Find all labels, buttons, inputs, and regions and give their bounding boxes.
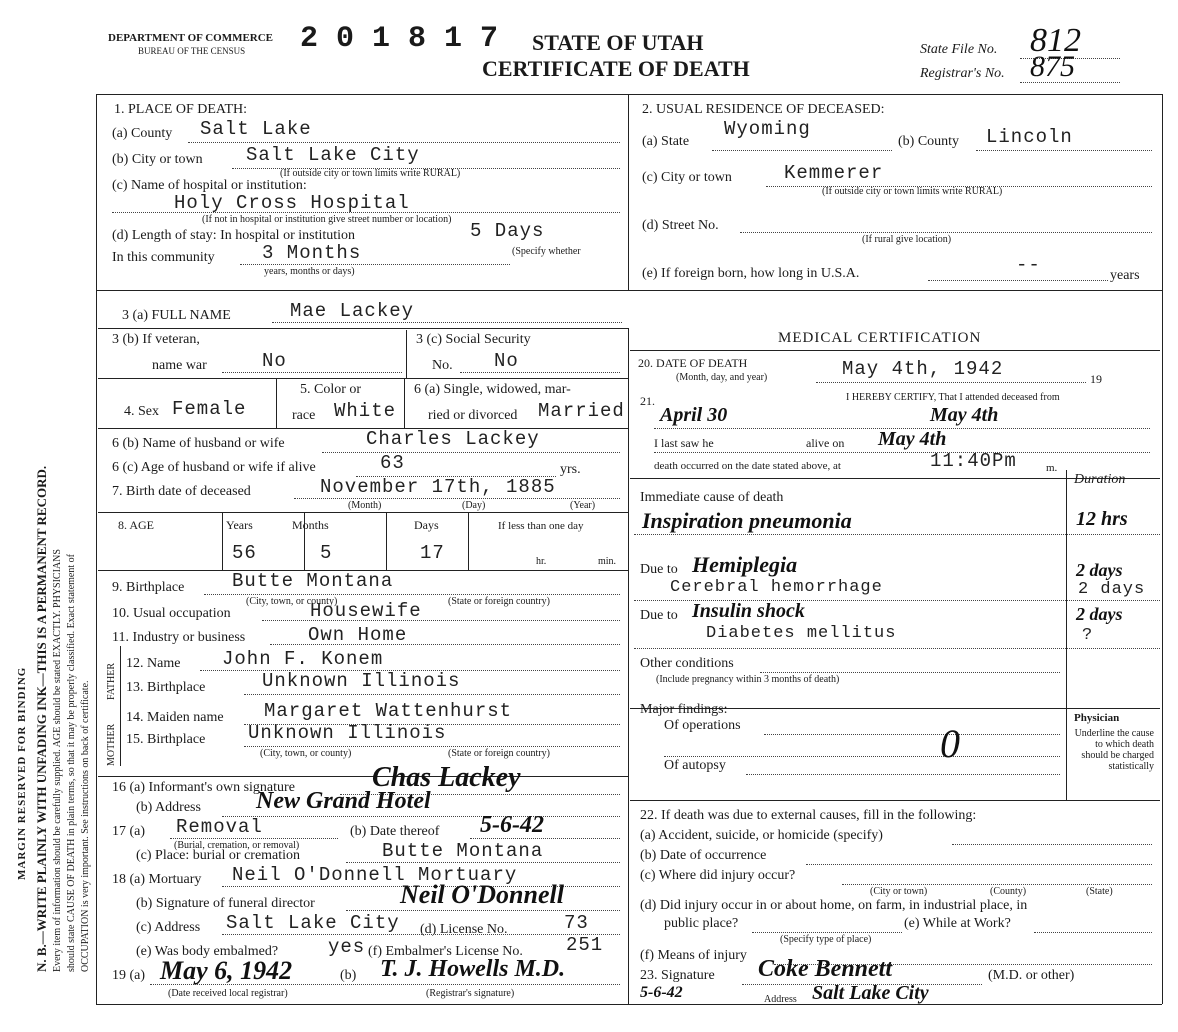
county-value: Salt Lake	[200, 118, 312, 140]
registrar-number-label: Registrar's No.	[920, 66, 1005, 81]
stay-value: 5 Days	[470, 220, 545, 242]
mother-city-note: (City, town, or county)	[260, 748, 352, 759]
ss-value: No	[494, 350, 519, 372]
external-c-county: (County)	[990, 886, 1027, 897]
age-years-value: 56	[232, 542, 257, 564]
res-city-value: Kemmerer	[784, 162, 884, 184]
registrar-number-value: 875	[1030, 50, 1075, 83]
res-city-label: (c) City or town	[642, 170, 732, 185]
immediate-cause-duration: 12 hrs	[1076, 508, 1128, 530]
res-state-value: Wyoming	[724, 118, 811, 140]
certificate-stamp-number: 2 0 1 8 1 7	[300, 22, 499, 56]
day-note: (Day)	[462, 500, 486, 511]
certifier-signature-label: 23. Signature	[640, 968, 715, 983]
certifier-date: 5-6-42	[640, 984, 683, 1001]
age-days-value: 17	[420, 542, 445, 564]
due-to-1-label: Due to	[640, 562, 678, 577]
residence-title: 2. USUAL RESIDENCE OF DECEASED:	[642, 102, 885, 117]
removal-value: Removal	[176, 816, 263, 838]
external-f: (f) Means of injury	[640, 948, 747, 963]
city-label: (b) City or town	[112, 152, 203, 167]
less-than-day-header: If less than one day	[498, 520, 584, 532]
state-file-label: State File No.	[920, 42, 998, 57]
external-specify-place: (Specify type of place)	[780, 934, 872, 945]
registrar-signature: T. J. Howells M.D.	[380, 956, 566, 982]
stay-label: (d) Length of stay: In hospital or institution	[112, 228, 356, 243]
embalmed-value: yes	[328, 936, 366, 958]
race-label: race	[292, 408, 316, 423]
major-findings-label: Major findings:	[640, 702, 728, 717]
mortuary-address-value: Salt Lake City	[226, 912, 400, 934]
due-to-1b-value: Cerebral hemorrhage	[670, 578, 883, 597]
mother-name-label: 14. Maiden name	[126, 710, 224, 725]
spouse-label: 6 (b) Name of husband or wife	[112, 436, 285, 451]
certifier-address-value: Salt Lake City	[812, 982, 929, 1004]
received-label: 19 (a)	[112, 968, 146, 983]
year-note: (Year)	[570, 500, 596, 511]
years-months-note: years, months or days)	[264, 266, 355, 277]
spouse-age-label: 6 (c) Age of husband or wife if alive	[112, 460, 316, 475]
last-saw-label: I last saw he	[654, 436, 714, 450]
foreign-born-value: --	[1016, 254, 1041, 276]
margin-instruction-2: should state CAUSE OF DEATH in plain terms, so that it may be properly classified. Exact statement of	[66, 554, 77, 972]
father-name-value: John F. Konem	[222, 648, 384, 670]
community-label: In this community	[112, 250, 215, 265]
hospital-note: (If not in hospital or institution give street number or location)	[202, 214, 452, 225]
age-months-header: Months	[292, 518, 329, 532]
findings-mark: 0	[940, 721, 960, 766]
death-date-19: 19	[1090, 372, 1102, 386]
external-causes-title: 22. If death was due to external causes, fill in the following:	[640, 808, 977, 823]
bureau-label: BUREAU OF THE CENSUS	[138, 46, 246, 56]
res-street-note: (If rural give location)	[862, 234, 952, 245]
hr-label: hr.	[536, 556, 547, 567]
city-value: Salt Lake City	[246, 144, 420, 166]
license-label: (d) License No.	[420, 922, 508, 937]
embalmer-license-label: (f) Embalmer's License No.	[368, 944, 523, 959]
informant-sig-value: Chas Lackey	[372, 762, 521, 793]
place-of-death-title: 1. PLACE OF DEATH:	[114, 102, 248, 117]
registrar-b-label: (b)	[340, 968, 357, 983]
age-days-header: Days	[414, 518, 439, 532]
res-county-label: (b) County	[898, 134, 960, 149]
mother-state-note: (State or foreign country)	[448, 748, 550, 759]
external-d: (d) Did injury occur in or about home, on farm, in industrial place, in	[640, 898, 1028, 913]
birthplace-label: 9. Birthplace	[112, 580, 185, 595]
certifier-address-label: Address	[764, 994, 797, 1005]
color-label: 5. Color or	[300, 382, 362, 397]
removal-date-value: 5-6-42	[480, 812, 544, 838]
external-d2: public place?	[664, 916, 739, 931]
due-to-2-label: Due to	[640, 608, 678, 623]
res-state-label: (a) State	[642, 134, 690, 149]
occupation-label: 10. Usual occupation	[112, 606, 231, 621]
father-name-label: 12. Name	[126, 656, 181, 671]
death-date-label: 20. DATE OF DEATH	[638, 356, 748, 370]
industry-value: Own Home	[308, 624, 408, 646]
immediate-cause-value: Inspiration pneumonia	[642, 508, 852, 533]
physician-note: Underline the cause to which death should be charged statistically	[1074, 728, 1154, 772]
alive-on-label: alive on	[806, 436, 845, 450]
md-or-other-label: (M.D. or other)	[988, 968, 1075, 983]
other-conditions-label: Other conditions	[640, 656, 734, 671]
operations-label: Of operations	[664, 718, 741, 733]
external-c-city: (City or town)	[870, 886, 928, 897]
mortuary-address-label: (c) Address	[136, 920, 201, 935]
informant-address-label: (b) Address	[136, 800, 201, 815]
death-time-value: 11:40Pm	[930, 450, 1017, 472]
birth-date-label: 7. Birth date of deceased	[112, 484, 251, 499]
sex-value: Female	[172, 398, 247, 420]
occurred-label: death occurred on the date stated above, at	[654, 460, 841, 472]
immediate-cause-label: Immediate cause of death	[640, 490, 784, 505]
attended-from: April 30	[660, 404, 728, 426]
birth-date-value: November 17th, 1885	[320, 476, 556, 498]
registrar-note: (Registrar's signature)	[426, 988, 515, 999]
race-value: White	[334, 400, 397, 422]
full-name-label: 3 (a) FULL NAME	[122, 308, 231, 323]
specify-note: (Specify whether	[512, 246, 581, 257]
margin-instruction-3: OCCUPATION is very important. See instructions on back of certificate.	[80, 680, 91, 972]
yrs-label: yrs.	[560, 462, 581, 477]
county-label: (a) County	[112, 126, 173, 141]
spouse-age-value: 63	[380, 452, 405, 474]
removal-note: (Burial, cremation, or removal)	[174, 840, 300, 851]
social-security-label: 3 (c) Social Security	[416, 332, 531, 347]
time-m: m.	[1046, 462, 1058, 474]
informant-sig-label: 16 (a) Informant's own signature	[112, 780, 295, 795]
res-county-value: Lincoln	[986, 126, 1073, 148]
occupation-value: Housewife	[310, 600, 422, 622]
hospital-value: Holy Cross Hospital	[174, 192, 410, 214]
external-c-state: (State)	[1086, 886, 1113, 897]
due-to-2b-duration: ?	[1082, 626, 1094, 645]
due-to-2-duration: 2 days	[1076, 604, 1123, 624]
due-to-2-value: Insulin shock	[692, 600, 805, 622]
mother-birthplace-label: 15. Birthplace	[126, 732, 206, 747]
res-city-note: (If outside city or town limits write RURAL)	[822, 186, 1003, 197]
years-label: years	[1110, 268, 1140, 283]
foreign-born-label: (e) If foreign born, how long in U.S.A.	[642, 266, 860, 281]
birthplace-city-note: (City, town, or county)	[246, 596, 338, 607]
father-birthplace-value: Unknown Illinois	[262, 670, 461, 692]
medical-cert-title: MEDICAL CERTIFICATION	[778, 330, 982, 346]
spouse-value: Charles Lackey	[366, 428, 540, 450]
alive-on-value: May 4th	[878, 428, 947, 450]
death-date-value: May 4th, 1942	[842, 358, 1004, 380]
embalmed-label: (e) Was body embalmed?	[136, 944, 279, 959]
marital-value: Married	[538, 400, 625, 422]
margin-binding-text: MARGIN RESERVED FOR BINDING	[16, 666, 28, 880]
external-a: (a) Accident, suicide, or homicide (specify)	[640, 828, 883, 843]
physician-note-title: Physician	[1074, 712, 1120, 724]
margin-instruction-1: Every item of information should be carefully supplied. AGE should be stated EXACTLY. PHYSICIANS	[52, 549, 63, 972]
director-sig-label: (b) Signature of funeral director	[136, 896, 315, 911]
marital-label-2: ried or divorced	[428, 408, 518, 423]
removal-date-label: (b) Date thereof	[350, 824, 440, 839]
removal-label: 17 (a)	[112, 824, 146, 839]
veteran-label: 3 (b) If veteran,	[112, 332, 200, 347]
father-side-label: FATHER	[106, 662, 117, 700]
autopsy-label: Of autopsy	[664, 758, 726, 773]
other-conditions-note: (Include pregnancy within 3 months of death)	[656, 674, 840, 685]
state-file-value: 812	[1030, 22, 1081, 59]
age-years-header: Years	[226, 518, 253, 532]
hospital-label: (c) Name of hospital or institution:	[112, 178, 307, 193]
certifier-signature-value: Coke Bennett	[758, 956, 893, 982]
burial-place-label: (c) Place: burial or cremation	[136, 848, 301, 863]
mortuary-value: Neil O'Donnell Mortuary	[232, 864, 518, 886]
full-name-value: Mae Lackey	[290, 300, 415, 322]
age-months-value: 5	[320, 542, 333, 564]
margin-ink-notice: N. B.—WRITE PLAINLY WITH UNFADING INK—THIS IS A PERMANENT RECORD.	[34, 465, 49, 972]
department-label: DEPARTMENT OF COMMERCE	[108, 32, 274, 44]
death-date-note: (Month, day, and year)	[676, 372, 768, 383]
mother-name-value: Margaret Wattenhurst	[264, 700, 513, 722]
birthplace-value: Butte Montana	[232, 570, 394, 592]
certify-text: I HEREBY CERTIFY, That I attended deceased from	[846, 392, 1060, 403]
community-value: 3 Months	[262, 242, 362, 264]
due-to-1b-duration: 2 days	[1078, 580, 1146, 599]
informant-address-value: New Grand Hotel	[256, 788, 431, 814]
birthplace-state-note: (State or foreign country)	[448, 596, 550, 607]
external-b: (b) Date of occurrence	[640, 848, 767, 863]
age-label: 8. AGE	[118, 518, 154, 532]
father-birthplace-label: 13. Birthplace	[126, 680, 206, 695]
external-e: (e) While at Work?	[904, 916, 1011, 931]
received-value: May 6, 1942	[160, 956, 293, 985]
external-c: (c) Where did injury occur?	[640, 868, 796, 883]
industry-label: 11. Industry or business	[112, 630, 246, 645]
min-label: min.	[598, 556, 617, 567]
res-street-label: (d) Street No.	[642, 218, 719, 233]
burial-place-value: Butte Montana	[382, 840, 544, 862]
received-note: (Date received local registrar)	[168, 988, 288, 999]
mother-side-label: MOTHER	[106, 723, 117, 766]
embalmer-license-value: 251	[566, 934, 604, 956]
month-note: (Month)	[348, 500, 382, 511]
license-value: 73	[564, 912, 589, 934]
duration-header: Duration	[1074, 472, 1126, 487]
mortuary-label: 18 (a) Mortuary	[112, 872, 202, 887]
due-to-2b-value: Diabetes mellitus	[706, 624, 897, 643]
due-to-1-duration: 2 days	[1076, 560, 1123, 580]
city-note: (If outside city or town limits write RURAL)	[280, 168, 461, 179]
certify-21: 21.	[640, 394, 655, 408]
mother-birthplace-value: Unknown Illinois	[248, 722, 447, 744]
certificate-title: CERTIFICATE OF DEATH	[482, 56, 750, 81]
due-to-1-value: Hemiplegia	[692, 552, 798, 577]
sex-label: 4. Sex	[124, 404, 159, 419]
war-value: No	[262, 350, 287, 372]
state-title: STATE OF UTAH	[532, 30, 704, 55]
marital-label: 6 (a) Single, widowed, mar-	[414, 382, 571, 397]
ss-no-label: No.	[432, 358, 453, 373]
attended-to: May 4th	[930, 404, 999, 426]
director-sig-value: Neil O'Donnell	[400, 880, 564, 909]
war-label: name war	[152, 358, 207, 373]
